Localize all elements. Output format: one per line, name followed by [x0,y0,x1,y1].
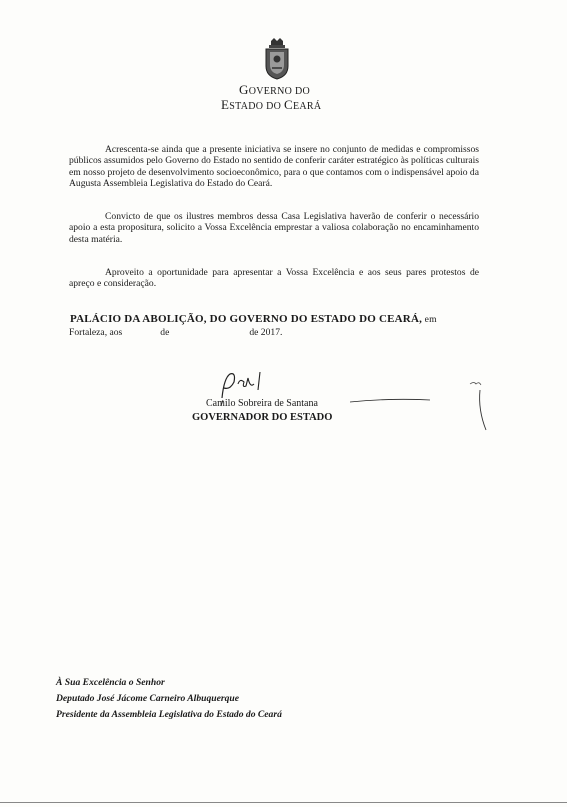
signatory-name: Camilo Sobreira de Santana [206,398,318,409]
paragraph-3: Aproveito a oportunidade para apresentar a Vossa Excelência e aos seus pares protestos de apreço e consideração. [69,267,479,290]
header-government: GOVERNO DO [239,82,311,97]
addressee-position: Presidente da Assembleia Legislativa do Estado do Ceará [56,709,282,720]
paragraph-1: Acrescenta-se ainda que a presente iniciativa se insere no conjunto de medidas e compromissos públicos assumidos pelo Governo do Estado no sentido de conferir caráter estratégico às políticas culturais em nosso projeto de desenvolvimento socioeconômico, para o que contamos com o indispensável apoio da Augusta Assembleia Legislativa do Estado do Ceará. [69,144,479,189]
state-coat-of-arms-icon [262,38,292,80]
date-line: Fortaleza, aos de de 2017. [69,327,283,338]
paragraph-2: Convicto de que os ilustres membros dessa Casa Legislativa haverão de conferir o necessário apoio a esta propositura, solicito a Vossa Excelência emprestar a valiosa colaboração no encaminhamento desta matéria. [69,211,479,245]
header-state: ESTADO DO CEARÁ [221,97,322,112]
scan-edge-divider [0,802,567,803]
initials-mark [340,380,500,435]
addressee-salutation: À Sua Excelência o Senhor [56,677,165,688]
signatory-title: GOVERNADOR DO ESTADO [192,412,333,423]
place-line: PALÁCIO DA ABOLIÇÃO, DO GOVERNO DO ESTADO DO CEARÁ, em [70,313,437,325]
addressee-name: Deputado José Jácome Carneiro Albuquerque [56,693,239,704]
